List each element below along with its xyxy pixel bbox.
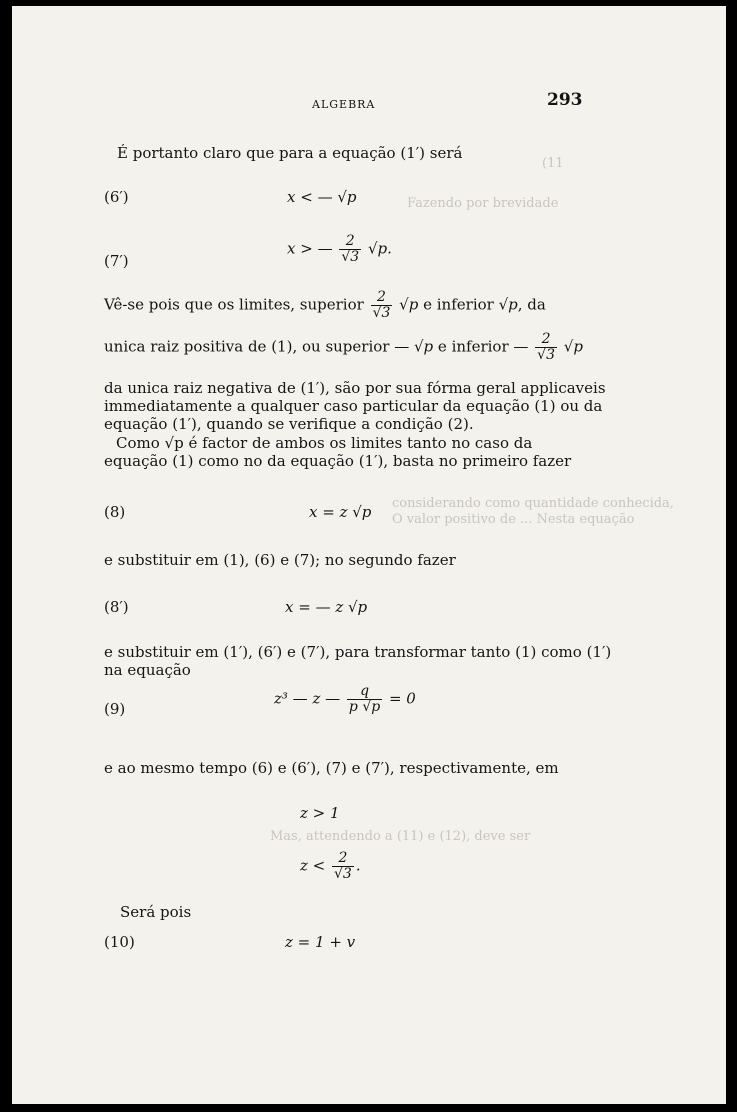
bleed-text: considerando como quantidade conhecida, bbox=[392, 496, 674, 511]
paragraph-line: e substituir em (1′), (6′) e (7′), para transformar tanto (1) como (1′) bbox=[104, 643, 612, 661]
equation bbox=[287, 234, 392, 265]
equation bbox=[274, 684, 416, 715]
equation: z = 1 + v bbox=[285, 933, 356, 951]
equation-part: = 0 bbox=[384, 689, 416, 708]
paragraph-line: e substituir em (1), (6) e (7); no segundo fazer bbox=[104, 551, 456, 569]
text-run: e inferior — bbox=[433, 337, 534, 356]
equation-label: (10) bbox=[104, 933, 135, 951]
bleed-text: O valor positivo de ... Nesta equação bbox=[392, 512, 635, 527]
equation-part: z³ — z — bbox=[274, 689, 345, 708]
fraction: $\frac{2}{√3}$ bbox=[372, 289, 391, 321]
paragraph-line: Será pois bbox=[120, 903, 192, 921]
equation-part: √p. bbox=[363, 239, 392, 258]
paragraph-line: Como √p é factor de ambos os limites tanto no caso da bbox=[116, 434, 533, 452]
paragraph-line: equação (1) como no da equação (1′), basta no primeiro fazer bbox=[104, 452, 572, 470]
paragraph-line: equação (1′), quando se verifique a condição (2). bbox=[104, 415, 474, 433]
paragraph-line bbox=[104, 290, 546, 321]
fraction: $\frac{q}{p √p}$ bbox=[348, 683, 381, 715]
text-run: — √p bbox=[394, 337, 434, 356]
paragraph-line: immediatamente a qualquer caso particular da equação (1) ou da bbox=[104, 397, 603, 415]
text-run: √p bbox=[559, 337, 583, 356]
paragraph-line: e ao mesmo tempo (6) e (6′), (7) e (7′), respectivamente, em bbox=[104, 759, 559, 777]
paragraph-line: É portanto claro que para a equação (1′) será bbox=[117, 144, 463, 162]
text-run: e inferior bbox=[418, 295, 499, 314]
text-run: , da bbox=[517, 295, 546, 314]
inequality: z > 1 bbox=[300, 804, 340, 822]
equation: x < — √p bbox=[287, 188, 357, 206]
equation-label: (8′) bbox=[104, 598, 129, 616]
text-run: √p bbox=[394, 295, 419, 314]
text-run: √p bbox=[498, 295, 518, 314]
equation: x = z √p bbox=[309, 503, 372, 521]
text-run: Vê-se pois que os limites, superior bbox=[104, 295, 369, 314]
equation-part: x > — bbox=[287, 239, 338, 258]
equation-label: (6′) bbox=[104, 188, 129, 206]
equation-part: . bbox=[355, 856, 361, 875]
paragraph-line: da unica raiz negativa de (1′), são por sua fórma geral applicaveis bbox=[104, 379, 606, 397]
book-page bbox=[12, 6, 726, 1104]
equation-part: z < bbox=[300, 856, 331, 875]
paragraph-line bbox=[104, 332, 583, 363]
equation-label: (9) bbox=[104, 700, 126, 718]
equation-label: (7′) bbox=[104, 252, 129, 270]
inequality bbox=[300, 851, 361, 882]
fraction: $\frac{2}{√3}$ bbox=[334, 850, 352, 882]
fraction: $\frac{2}{√3}$ bbox=[537, 331, 555, 363]
equation: x = — z √p bbox=[285, 598, 368, 616]
text-run: unica raiz positiva de (1), ou superior bbox=[104, 337, 395, 356]
bleed-text: Fazendo por brevidade bbox=[407, 196, 559, 211]
bleed-text: (11 bbox=[542, 156, 564, 171]
running-header: ALGEBRA bbox=[312, 98, 376, 111]
bleed-text: Mas, attendendo a (11) e (12), deve ser bbox=[270, 829, 531, 844]
paragraph-line: na equação bbox=[104, 661, 191, 679]
equation-label: (8) bbox=[104, 503, 126, 521]
page-number: 293 bbox=[547, 90, 583, 110]
fraction: $\frac{2}{√3}$ bbox=[341, 233, 360, 265]
